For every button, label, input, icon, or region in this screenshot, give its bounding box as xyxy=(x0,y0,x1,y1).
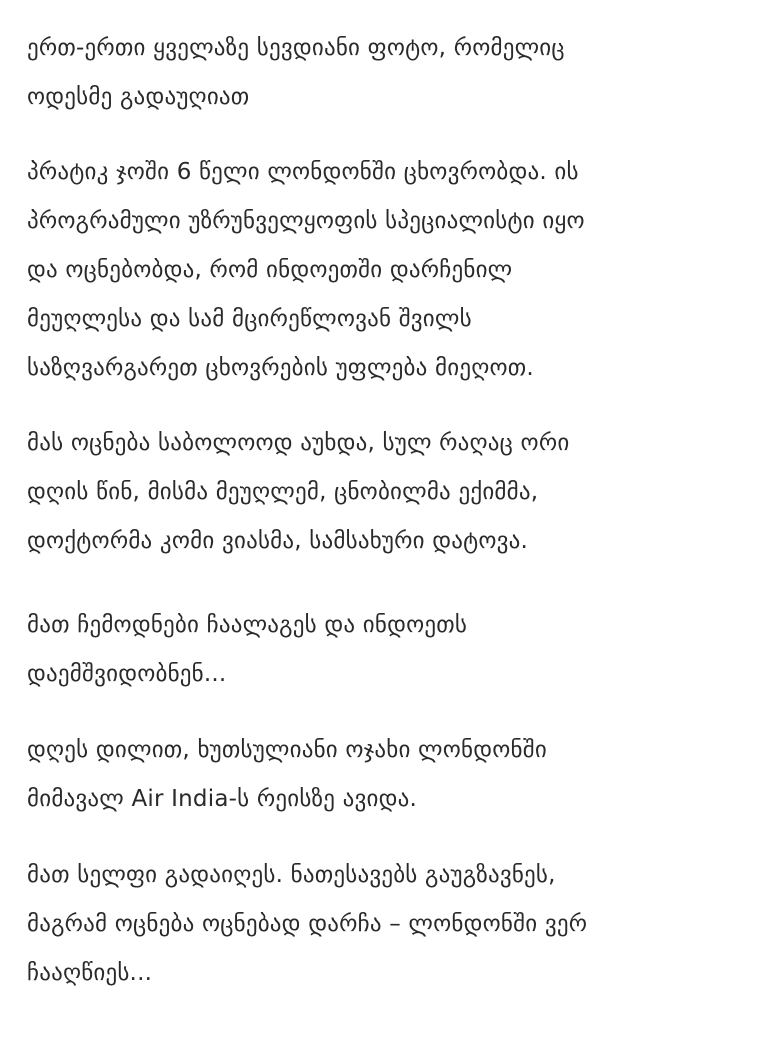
paragraph-line: საზღვარგარეთ ცხოვრების უფლება მიეღოთ. xyxy=(27,355,534,381)
paragraph-5 xyxy=(27,726,739,824)
paragraph-line: ოდესმე გადაუღიათ xyxy=(27,84,250,110)
paragraph-line: პრატიკ ჯოში 6 წელი ლონდონში ცხოვრობდა. ის xyxy=(27,159,579,185)
paragraph-2 xyxy=(27,148,739,393)
paragraph-line: ერთ-ერთი ყველაზე სევდიანი ფოტო, რომელიც xyxy=(27,35,565,61)
paragraph-line: დღეს დილით, ხუთსულიანი ოჯახი ლონდონში xyxy=(27,737,547,763)
paragraph-line: მას ოცნება საბოლოოდ აუხდა, სულ რაღაც ორი xyxy=(27,430,570,456)
paragraph-3 xyxy=(27,419,739,566)
paragraph-line: დაემშვიდობნენ... xyxy=(27,661,227,687)
paragraph-line: დოქტორმა კომი ვიასმა, სამსახური დატოვა. xyxy=(27,528,529,554)
paragraph-line: ჩააღწიეს... xyxy=(27,960,153,986)
paragraph-line: მეუღლესა და სამ მცირეწლოვან შვილს xyxy=(27,306,472,332)
paragraph-line: და ოცნებობდა, რომ ინდოეთში დარჩენილ xyxy=(27,257,513,283)
paragraph-1 xyxy=(27,24,739,122)
paragraph-line: მაგრამ ოცნება ოცნებად დარჩა – ლონდონში ვერ xyxy=(27,911,588,937)
paragraph-line: მათ ჩემოდნები ჩაალაგეს და ინდოეთს xyxy=(27,612,468,638)
paragraph-line: მიმავალ Air India-ს რეისზე ავიდა. xyxy=(27,786,418,812)
paragraph-6 xyxy=(27,851,739,998)
paragraph-line: დღის წინ, მისმა მეუღლემ, ცნობილმა ექიმმა, xyxy=(27,479,539,505)
paragraph-line: მათ სელფი გადაიღეს. ნათესავებს გაუგზავნეს, xyxy=(27,862,556,888)
article-body xyxy=(27,24,739,998)
paragraph-4 xyxy=(27,601,739,699)
paragraph-line: პროგრამული უზრუნველყოფის სპეციალისტი იყო xyxy=(27,208,585,234)
